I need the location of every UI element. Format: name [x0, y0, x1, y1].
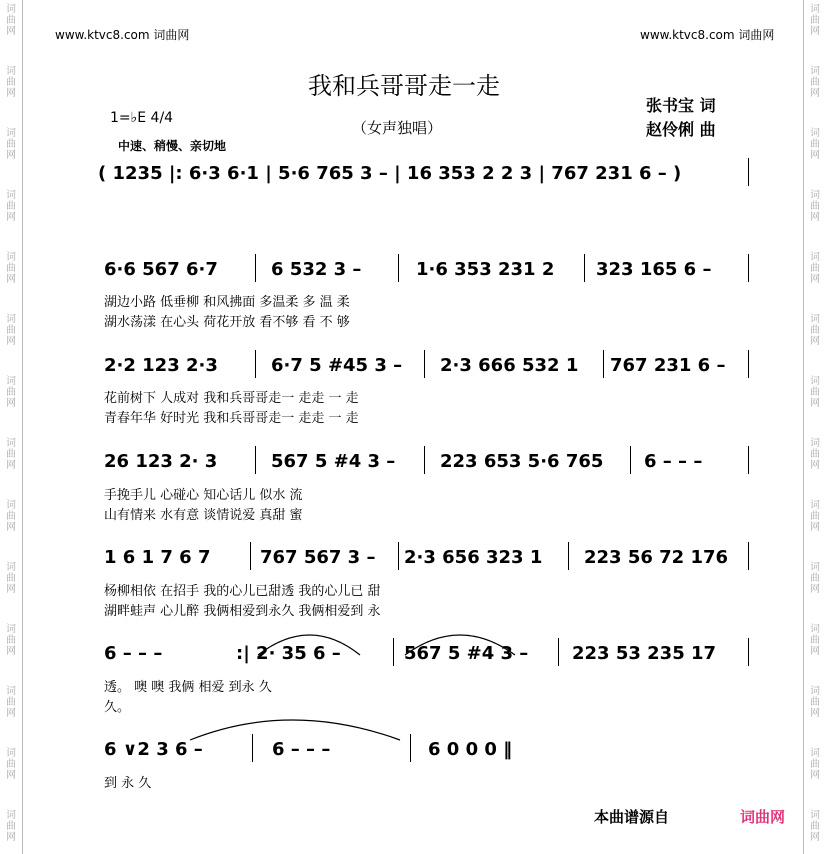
measure-notes: 1·6 353 231 2	[416, 259, 555, 280]
measure-notes: 767 567 3 –	[260, 547, 376, 568]
measure-notes: 6 – – –	[272, 739, 331, 760]
watermark-text: 词 曲 网	[6, 810, 16, 843]
site-header-right[interactable]: www.ktvc8.com 词曲网	[640, 28, 775, 42]
measure-notes: 6 ∨2 3 6 –	[104, 739, 203, 760]
measure-notes: 6 – – –	[104, 643, 163, 664]
measure-notes: :| 2· 35 6 –	[236, 643, 341, 664]
lyric-line: 杨柳相依 在招手 我的心儿已甜透 我的心儿已 甜	[104, 584, 381, 599]
measure-notes: 223 653 5·6 765	[440, 451, 604, 472]
watermark-text: 词 曲 网	[6, 500, 16, 533]
watermark-text: 词 曲 网	[810, 314, 820, 347]
key-signature: 1=♭E 4/4	[110, 110, 174, 126]
watermark-text: 词 曲 网	[810, 128, 820, 161]
intro-notes: ( 1235 |: 6·3 6·1 | 5·6 765 3 – | 16 353 2 2 3 | 767 231 6 – )	[98, 163, 682, 184]
slur-arc	[258, 635, 360, 655]
watermark-text: 词 曲 网	[810, 624, 820, 657]
watermark-text: 词 曲 网	[810, 748, 820, 781]
watermark-text: 词 曲 网	[810, 4, 820, 37]
lyric-line: 透。 噢 噢 我俩 相爱 到永 久	[104, 680, 272, 695]
lyric-line: 湖水荡漾 在心头 荷花开放 看不够 看 不 够	[104, 315, 350, 330]
watermark-text: 词 曲 网	[6, 314, 16, 347]
composer-credit: 赵伶俐 曲	[646, 120, 716, 139]
watermark-text: 词 曲 网	[810, 376, 820, 409]
watermark-text: 词 曲 网	[810, 500, 820, 533]
watermark-text: 词 曲 网	[6, 438, 16, 471]
site-header-left[interactable]: www.ktvc8.com 词曲网	[55, 28, 190, 42]
watermark-text: 词 曲 网	[6, 190, 16, 223]
watermark-text: 词 曲 网	[6, 562, 16, 595]
lyric-line: 手挽手儿 心碰心 知心话儿 似水 流	[104, 488, 303, 503]
measure-notes: 6·7 5 #45 3 –	[271, 355, 403, 376]
source-note: 本曲谱源自	[594, 808, 670, 826]
measure-notes: 223 53 235 17	[572, 643, 717, 664]
lyric-line: 湖畔蛙声 心儿醉 我俩相爱到永久 我俩相爱到 永	[104, 604, 381, 619]
measure-notes: 2·3 656 323 1	[404, 547, 543, 568]
watermark-text: 词 曲 网	[6, 686, 16, 719]
watermark-text: 词 曲 网	[810, 810, 820, 843]
measure-notes: 223 56 72 176	[584, 547, 729, 568]
measure-notes: 6·6 567 6·7	[104, 259, 218, 280]
slur-arc	[190, 720, 400, 740]
watermark-text: 词 曲 网	[6, 66, 16, 99]
watermark-text: 词 曲 网	[810, 686, 820, 719]
measure-notes: 767 231 6 –	[610, 355, 726, 376]
watermark-text: 词 曲 网	[810, 438, 820, 471]
song-subtitle: （女声独唱）	[352, 119, 443, 137]
measure-notes: 2·2 123 2·3	[104, 355, 218, 376]
measure-notes: 6 0 0 0 ‖	[428, 739, 513, 760]
lyric-line: 花前树下 人成对 我和兵哥哥走一 走走 一 走	[104, 391, 359, 406]
watermark-text: 词 曲 网	[6, 376, 16, 409]
brand-logo[interactable]: 词曲网	[740, 808, 786, 826]
measure-notes: 6 532 3 –	[271, 259, 362, 280]
measure-notes: 2·3 666 532 1	[440, 355, 579, 376]
song-title: 我和兵哥哥走一走	[308, 72, 500, 100]
measure-notes: 26 123 2· 3	[104, 451, 218, 472]
watermark-text: 词 曲 网	[810, 190, 820, 223]
lyric-line: 久。	[104, 700, 131, 715]
slur-arc	[405, 635, 515, 655]
lyric-line: 湖边小路 低垂柳 和风拂面 多温柔 多 温 柔	[104, 295, 350, 310]
tempo-marking: 中速、稍慢、亲切地	[118, 139, 227, 153]
watermark-text: 词 曲 网	[6, 624, 16, 657]
lyric-line: 青春年华 好时光 我和兵哥哥走一 走走 一 走	[104, 411, 359, 426]
measure-notes: 567 5 #4 3 –	[404, 643, 529, 664]
watermark-text: 词 曲 网	[6, 748, 16, 781]
lyricist-credit: 张书宝 词	[646, 96, 716, 115]
lyric-line: 山有情来 水有意 谈情说爱 真甜 蜜	[104, 508, 303, 523]
watermark-text: 词 曲 网	[810, 252, 820, 285]
watermark-text: 词 曲 网	[6, 4, 16, 37]
watermark-text: 词 曲 网	[810, 66, 820, 99]
measure-notes: 1 6 1 7 6 7	[104, 547, 211, 568]
lyric-line: 到 永 久	[104, 776, 152, 791]
watermark-text: 词 曲 网	[6, 128, 16, 161]
watermark-text: 词 曲 网	[6, 252, 16, 285]
watermark-text: 词 曲 网	[810, 562, 820, 595]
measure-notes: 567 5 #4 3 –	[271, 451, 396, 472]
measure-notes: 323 165 6 –	[596, 259, 712, 280]
measure-notes: 6 – – –	[644, 451, 703, 472]
